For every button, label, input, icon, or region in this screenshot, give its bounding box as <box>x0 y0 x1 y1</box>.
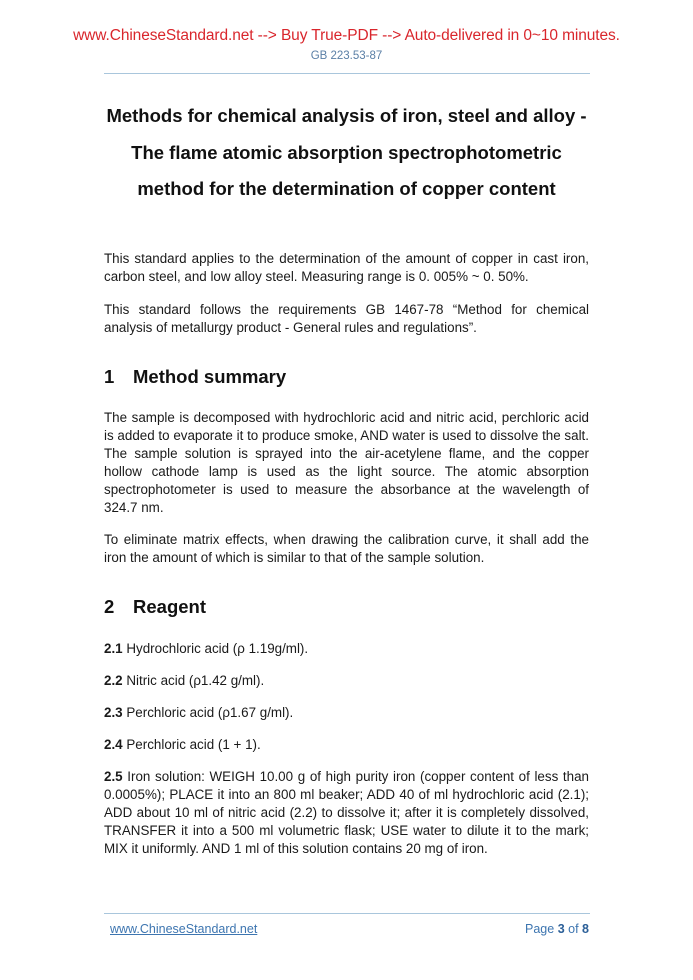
reagent-item-text: Perchloric acid (1 + 1). <box>126 737 261 752</box>
reagent-item-number: 2.2 <box>104 673 123 688</box>
reagent-item <box>104 640 589 658</box>
reagent-item-number: 2.4 <box>104 737 123 752</box>
reagent-item <box>104 768 589 858</box>
total-page-count: 8 <box>582 922 589 936</box>
title-line-2: The flame atomic absorption spectrophotometric <box>131 141 562 163</box>
section-number: 2 <box>104 596 115 617</box>
section-heading-method-summary <box>104 366 286 388</box>
reagent-item-text: Nitric acid (ρ1.42 g/ml). <box>126 673 265 688</box>
intro-paragraph-reference: This standard follows the requirements GB 1467-78 “Method for chemical analysis of metallurgy product - General rules and regulations”. <box>104 302 589 335</box>
section-number: 1 <box>104 366 115 387</box>
section-title: Method summary <box>133 366 287 387</box>
reagent-item-text: Hydrochloric acid (ρ 1.19g/ml). <box>126 641 309 656</box>
title-line-1: Methods for chemical analysis of iron, steel and alloy - <box>106 105 587 126</box>
section-title: Reagent <box>133 596 206 617</box>
matrix-effects-paragraph: To eliminate matrix effects, when drawing the calibration curve, it shall add the iron the amount of which is similar to that of the sample solution. <box>104 532 589 565</box>
reagent-item <box>104 736 589 754</box>
document-code: GB 223.53-87 <box>310 50 383 62</box>
reagent-item-text: Iron solution: WEIGH 10.00 g of high purity iron (copper content of less than 0.0005%); PLACE it into an 800 ml beaker; ADD 40 of ml hydrochloric acid (2.1); ADD about 10 ml of nitric acid (2.2) to dissolve it; after it is completely dissolved, TRANSFER it into a 500 ml volumetric flask; USE water to dilute it to the mark; MIX it uniformly. AND 1 ml of this solution contains 20 mg of iron. <box>104 769 589 856</box>
promo-banner[interactable]: www.ChineseStandard.net --> Buy True-PDF --> Auto-delivered in 0~10 minutes. <box>73 27 620 44</box>
page-of-label: of <box>568 922 579 936</box>
reagent-item-number: 2.5 <box>104 769 123 784</box>
reagent-item-number: 2.1 <box>104 641 123 656</box>
header-divider <box>104 73 590 74</box>
reagent-item <box>104 672 589 690</box>
reagent-item <box>104 704 589 722</box>
current-page-number: 3 <box>557 922 565 936</box>
reagent-item-number: 2.3 <box>104 705 123 720</box>
page-label: Page <box>525 922 555 936</box>
method-summary-paragraph: The sample is decomposed with hydrochloric acid and nitric acid, perchloric acid is added to evaporate it to produce smoke, AND water is used to dissolve the salt. The sample solution is sprayed into the air-acetylene flame, and the copper hollow cathode lamp is used as the light source. The atomic absorption spectrophotometer is used to measure the absorbance at the wavelength of 324.7 nm. <box>104 410 589 515</box>
page-indicator <box>525 922 589 936</box>
section-heading-reagent <box>104 596 206 618</box>
reagent-item-text: Perchloric acid (ρ1.67 g/ml). <box>126 705 294 720</box>
intro-paragraph-scope: This standard applies to the determination of the amount of copper in cast iron, carbon steel, and low alloy steel. Measuring range is 0. 005% ~ 0. 50%. <box>104 251 589 284</box>
title-line-3: method for the determination of copper content <box>137 178 556 199</box>
footer-divider <box>104 913 590 914</box>
footer-website-link[interactable]: www.ChineseStandard.net <box>110 922 258 936</box>
document-title <box>60 98 633 208</box>
